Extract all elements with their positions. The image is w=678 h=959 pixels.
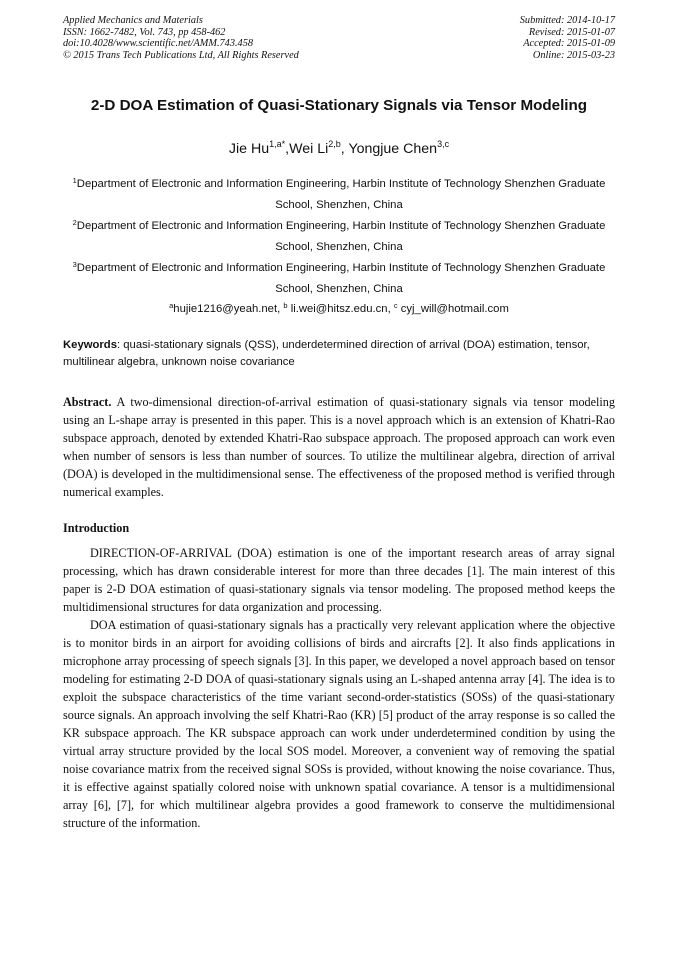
affiliation <box>64 258 614 299</box>
journal-info <box>63 15 299 61</box>
abstract-text: A two-dimensional direction-of-arrival estimation of quasi-stationary signals via tensor modeling using an L-shape array is presented in this paper. This is a novel approach which is an extension of Khatri-Rao subspace approach, denoted by extended Khatri-Rao subspace approach. The proposed approach can work even when number of sensors is less than number of sources. To utilize the multilinear algebra, direction of arrival (DOA) is developed in the multidimensional sense. The effectiveness of the proposed method is verified through numerical examples. <box>63 395 615 500</box>
journal-name: Applied Mechanics and Materials <box>63 15 203 26</box>
online-date: Online: 2015-03-23 <box>532 49 615 61</box>
email-address: li.wei@hitsz.edu.cn, <box>287 303 394 315</box>
paragraph: DOA estimation of quasi-stationary signals has a practically very relevant application where the objective is to monitor birds in an airport for avoiding collisions of birds and aircrafts [2]. It also finds applications in microphone array processing of speech signals [3]. In this paper, we developed a novel approach based on tensor modeling for estimating 2-D DOA of quasi-stationary signals using an L-shaped antenna array [4]. The idea is to exploit the subspace characteristics of the time variant second-order-statistics (SOSs) of the quasi-stationary source signals. An approach involving the self Khatri-Rao (KR) [5] product of the array response is so called the KR subspace approach. The KR subspace approach can work under underdetermined condition by using the virtual array structure provided by the local SOS model. Moreover, a convenient way of removing the spatial noise covariance matrix from the received signal SOSs is provided, without knowing the noise covariance. Thus, it is effective against spatially colored noise with unknown spatial covariance. A tensor is a multidimensional array [6], [7], for which multilinear algebra provides a good framework to conserve the multidimensional structure of the information. <box>63 618 615 830</box>
email-marker: a <box>169 301 174 310</box>
author-superscript: 2,b <box>328 139 341 149</box>
paper-title: 2-D DOA Estimation of Quasi-Stationary Signals via Tensor Modeling <box>90 97 588 114</box>
revised-date: Revised: 2015-01-07 <box>528 26 615 38</box>
email-list <box>64 299 614 319</box>
affiliation-text: Department of Electronic and Information Engineering, Harbin Institute of Technology Shenzhen Graduate School, Shenzhen, China <box>76 262 606 295</box>
doi-line: doi:10.4028/www.scientific.net/AMM.743.458 <box>63 38 253 50</box>
author-name: Jie Hu <box>228 141 270 157</box>
affiliation-number: 3 <box>72 260 77 269</box>
section-heading-introduction: Introduction <box>63 521 130 535</box>
author-superscript: 3,c <box>437 139 450 149</box>
affiliation-number: 2 <box>72 218 77 227</box>
affiliation <box>64 174 614 215</box>
issn-line: ISSN: 1662-7482, Vol. 743, pp 458-462 <box>63 26 226 38</box>
email-address: hujie1216@yeah.net, <box>173 303 284 315</box>
introduction-body <box>63 544 615 832</box>
author-name: Yongjue Chen <box>348 141 438 157</box>
abstract-label: Abstract. <box>63 395 112 409</box>
author-superscript: 1,a* <box>269 139 286 149</box>
author-name: Wei Li <box>289 141 329 157</box>
keywords-text: : quasi-stationary signals (QSS), underdetermined direction of arrival (DOA) estimation, tensor, multilinear algebra, unknown noise covariance <box>63 339 590 369</box>
abstract-block <box>63 393 615 502</box>
affiliation-number: 1 <box>72 176 77 185</box>
author-separator: , <box>340 141 349 157</box>
email-address: cyj_will@hotmail.com <box>397 303 509 315</box>
keywords-label: Keywords <box>63 339 117 351</box>
email-marker: c <box>393 301 398 310</box>
paragraph: DIRECTION-OF-ARRIVAL (DOA) estimation is one of the important research areas of array signal processing, which has drawn considerable interest for more than three decades [1]. The main interest of this paper is 2-D DOA estimation of quasi-stationary signals via tensor modeling. The proposed method keeps the multidimensional structures for data organization and processing. <box>63 546 615 614</box>
author-list <box>40 141 638 157</box>
affiliation-text: Department of Electronic and Information Engineering, Harbin Institute of Technology Shenzhen Graduate School, Shenzhen, China <box>76 178 606 211</box>
submitted-date: Submitted: 2014-10-17 <box>519 15 615 26</box>
accepted-date: Accepted: 2015-01-09 <box>523 38 615 50</box>
copyright-line: © 2015 Trans Tech Publications Ltd, All Rights Reserved <box>63 49 299 61</box>
email-marker: b <box>283 301 288 310</box>
submission-dates <box>520 15 615 61</box>
affiliation <box>64 216 614 257</box>
affiliation-text: Department of Electronic and Information Engineering, Harbin Institute of Technology Shenzhen Graduate School, Shenzhen, China <box>76 220 606 253</box>
author-separator: , <box>285 141 290 157</box>
keywords-block <box>63 337 615 372</box>
